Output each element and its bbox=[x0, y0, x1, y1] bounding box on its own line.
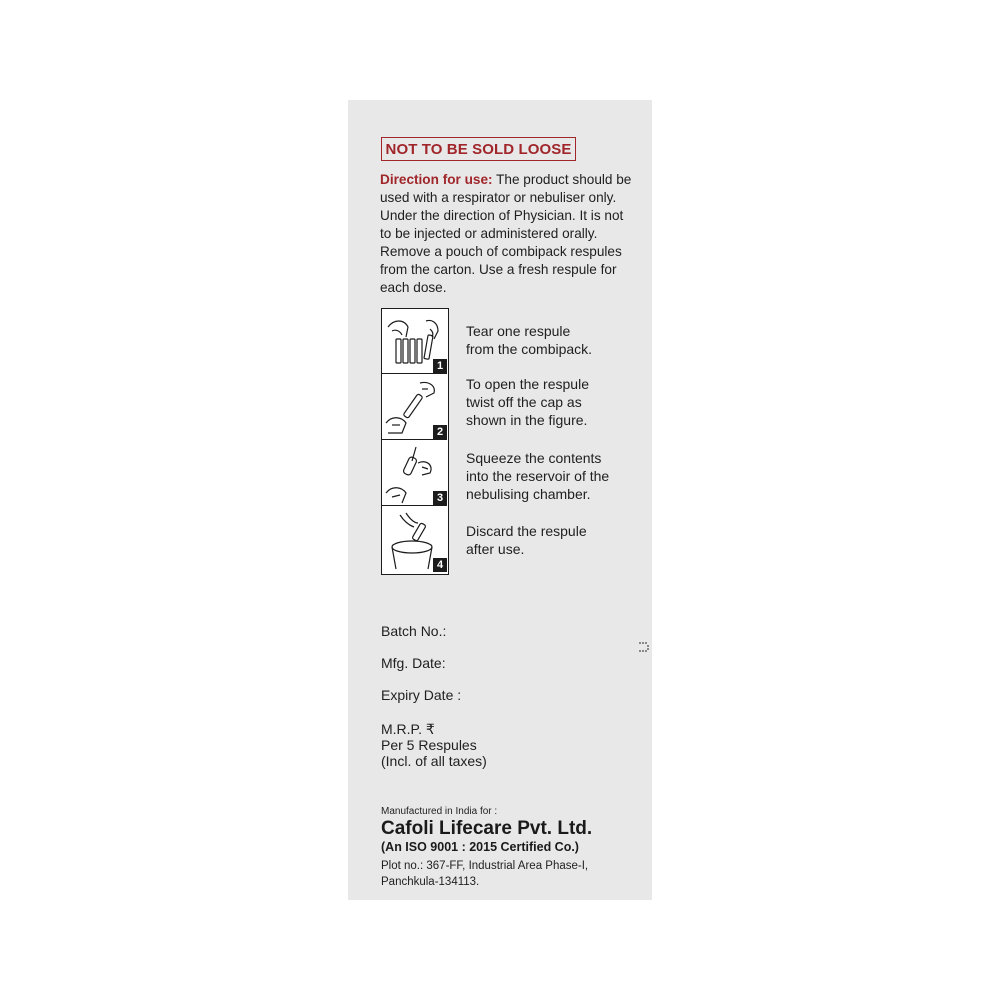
step-4-number: 4 bbox=[433, 558, 447, 572]
batch-number-label: Batch No.: bbox=[381, 623, 447, 639]
step-3-line-3: nebulising chamber. bbox=[466, 486, 591, 502]
mrp-quantity: Per 5 Respules bbox=[381, 737, 477, 753]
step-2-number: 2 bbox=[433, 425, 447, 439]
step-1-number: 1 bbox=[433, 359, 447, 373]
directions-body: The product should be used with a respirator or nebuliser only. Under the direction of Physician. It is not to be injected or administered orally. Remove a pouch of combipack respules from the carton. Use a fresh respule for each dose. bbox=[380, 172, 632, 295]
step-4-line-1: Discard the respule bbox=[466, 523, 587, 539]
step-2-illustration bbox=[382, 375, 447, 440]
step-4-illustration bbox=[382, 507, 447, 572]
mrp-block bbox=[381, 721, 581, 769]
step-illustrations bbox=[381, 308, 449, 575]
not-sold-loose-badge: NOT TO BE SOLD LOOSE bbox=[381, 137, 576, 161]
step-1-text bbox=[466, 322, 646, 358]
expiry-date-label: Expiry Date : bbox=[381, 687, 462, 703]
step-4-text bbox=[466, 522, 646, 558]
address-line-1: Plot no.: 367-FF, Industrial Area Phase-I, bbox=[381, 860, 589, 872]
mfg-date-label: Mfg. Date: bbox=[381, 655, 446, 671]
step-1-line-1: Tear one respule bbox=[466, 323, 571, 339]
company-name: Cafoli Lifecare Pvt. Ltd. bbox=[381, 818, 593, 839]
step-3-number: 3 bbox=[433, 491, 447, 505]
iso-certification: (An ISO 9001 : 2015 Certified Co.) bbox=[381, 840, 579, 854]
step-3-line-1: Squeeze the contents bbox=[466, 450, 602, 466]
step-2-line-1: To open the respule bbox=[466, 376, 589, 392]
step-3-line-2: into the reservoir of the bbox=[466, 468, 610, 484]
directions-lead: Direction for use: bbox=[380, 172, 493, 187]
mrp-taxes-note: (Incl. of all taxes) bbox=[381, 753, 487, 769]
step-2-line-3: shown in the figure. bbox=[466, 412, 588, 428]
step-1-illustration bbox=[382, 309, 447, 374]
step-2-text bbox=[466, 375, 646, 429]
manufactured-for-label: Manufactured in India for : bbox=[381, 806, 498, 817]
mrp-label: M.R.P. ₹ bbox=[381, 721, 435, 737]
step-3-text bbox=[466, 449, 646, 503]
directions-paragraph bbox=[380, 171, 635, 297]
dotted-mark-icon bbox=[638, 641, 650, 653]
address-line-2: Panchkula-134113. bbox=[381, 876, 480, 888]
step-3-illustration bbox=[382, 441, 447, 506]
company-address bbox=[381, 858, 631, 890]
step-1-line-2: from the combipack. bbox=[466, 341, 593, 357]
step-4-line-2: after use. bbox=[466, 541, 525, 557]
step-2-line-2: twist off the cap as bbox=[466, 394, 582, 410]
